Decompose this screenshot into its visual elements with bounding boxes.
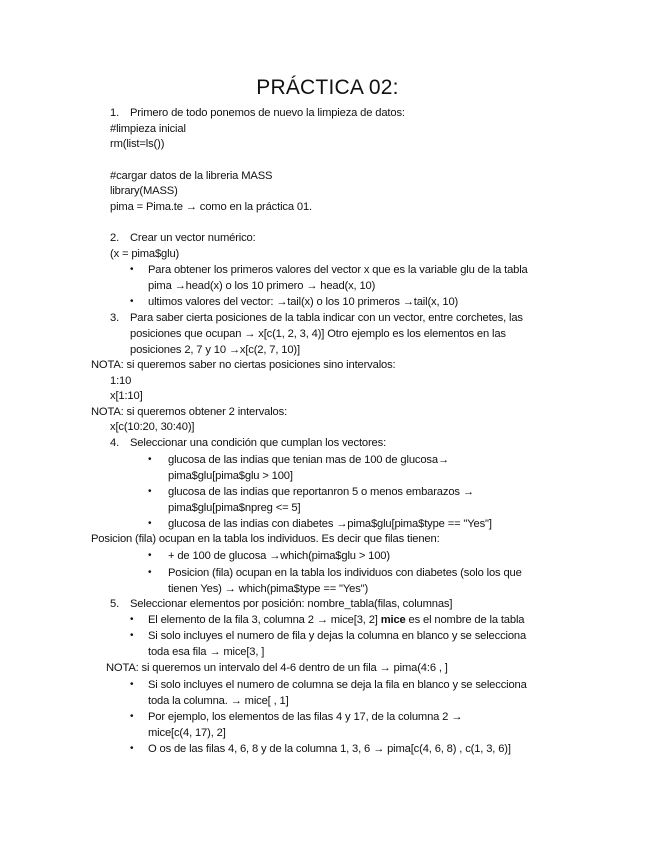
bullet-icon: • <box>130 264 134 275</box>
bullet-icon: • <box>130 711 134 722</box>
paragraph-line: posiciones que ocupan → x[c(1, 2, 3, 4)] Otro ejemplo es los elementos en las <box>130 328 506 340</box>
bullet-icon: • <box>148 518 152 529</box>
code-line: pima = Pima.te → como en la práctica 01. <box>110 201 312 213</box>
bullet-icon: • <box>130 679 134 690</box>
page-title: PRÁCTICA 02: <box>256 76 399 99</box>
bullet-text: + de 100 de glucosa →which(pima$glu > 100) <box>168 550 390 562</box>
list-number: 5. <box>110 598 120 610</box>
section-3-heading <box>110 311 523 325</box>
list-number: 4. <box>110 437 120 449</box>
note-text: NOTA: si queremos un intervalo del 4-6 dentro de un fila → pima(4:6 , ] <box>106 662 448 674</box>
section-1-heading <box>110 106 405 120</box>
list-number: 3. <box>110 312 120 324</box>
bullet-text-post: es el nombre de la tabla <box>405 614 525 626</box>
bullet-text-bold: mice <box>380 614 406 626</box>
bullet-text: pima →head(x) o los 10 primero → head(x, 10) <box>148 280 376 292</box>
bullet-icon: • <box>130 296 134 307</box>
code-line: x[c(10:20, 30:40)] <box>110 421 195 433</box>
paragraph-line: Posicion (fila) ocupan en la tabla los individuos. Es decir que filas tienen: <box>91 533 440 545</box>
bullet-text: toda esa fila → mice[3, ] <box>148 646 265 658</box>
note-text: NOTA: si queremos saber no ciertas posiciones sino intervalos: <box>91 359 396 371</box>
bullet-text: Posicion (fila) ocupan en la tabla los individuos con diabetes (solo los que <box>168 567 522 579</box>
bullet-text: glucosa de las indias con diabetes →pima$glu[pima$type == "Yes"] <box>168 518 492 530</box>
bullet-text <box>148 613 524 627</box>
code-line: x[1:10] <box>110 390 143 402</box>
code-line: rm(list=ls()) <box>110 138 165 150</box>
bullet-text: toda la columna. → mice[ , 1] <box>148 695 289 707</box>
section-4-heading <box>110 436 386 450</box>
bullet-text: O os de las filas 4, 6, 8 y de la columna 1, 3, 6 → pima[c(4, 6, 8) , c(1, 3, 6)] <box>148 743 511 755</box>
heading-text: Primero de todo ponemos de nuevo la limpieza de datos: <box>130 107 405 119</box>
bullet-text-pre: El elemento de la fila 3, columna 2 → mice[3, 2] <box>148 614 381 626</box>
bullet-text: glucosa de las indias que reportanron 5 o menos embarazos → <box>168 486 474 498</box>
bullet-icon: • <box>130 630 134 641</box>
bullet-text: glucosa de las indias que tenian mas de 100 de glucosa→ <box>168 454 449 466</box>
bullet-text: Si solo incluyes el numero de fila y dejas la columna en blanco y se selecciona <box>148 630 527 642</box>
list-number: 2. <box>110 232 120 244</box>
bullet-text: Si solo incluyes el numero de columna se deja la fila en blanco y se selecciona <box>148 679 527 691</box>
bullet-text: Por ejemplo, los elementos de las filas 4 y 17, de la columna 2 → <box>148 711 463 723</box>
code-line: (x = pima$glu) <box>110 248 180 260</box>
bullet-icon: • <box>148 567 152 578</box>
bullet-text: pima$glu[pima$glu > 100] <box>168 470 293 482</box>
heading-text: Seleccionar una condición que cumplan los vectores: <box>130 437 387 449</box>
section-2-heading <box>110 231 256 245</box>
code-line: 1:10 <box>110 375 132 387</box>
code-line: #limpieza inicial <box>110 123 186 135</box>
code-line: #cargar datos de la libreria MASS <box>110 170 273 182</box>
paragraph-line: posiciones 2, 7 y 10 →x[c(2, 7, 10)] <box>130 344 300 356</box>
bullet-text: tienen Yes) → which(pima$type == "Yes") <box>168 583 369 595</box>
bullet-icon: • <box>148 454 152 465</box>
bullet-icon: • <box>148 550 152 561</box>
heading-text: Seleccionar elementos por posición: nombre_tabla(filas, columnas] <box>130 598 453 610</box>
heading-text: Para saber cierta posiciones de la tabla indicar con un vector, entre corchetes, las <box>130 312 523 324</box>
code-line: library(MASS) <box>110 185 178 197</box>
section-5-heading <box>110 597 452 611</box>
bullet-icon: • <box>148 486 152 497</box>
bullet-icon: • <box>130 743 134 754</box>
heading-text: Crear un vector numérico: <box>130 232 256 244</box>
bullet-text: pima$glu[pima$npreg <= 5] <box>168 502 301 514</box>
bullet-icon: • <box>130 614 134 625</box>
bullet-text: mice[c(4, 17), 2] <box>148 727 226 739</box>
note-text: NOTA: si queremos obtener 2 intervalos: <box>91 406 288 418</box>
bullet-text: Para obtener los primeros valores del vector x que es la variable glu de la tabla <box>148 264 528 276</box>
list-number: 1. <box>110 107 120 119</box>
bullet-text: ultimos valores del vector: →tail(x) o los 10 primeros →tail(x, 10) <box>148 296 459 308</box>
